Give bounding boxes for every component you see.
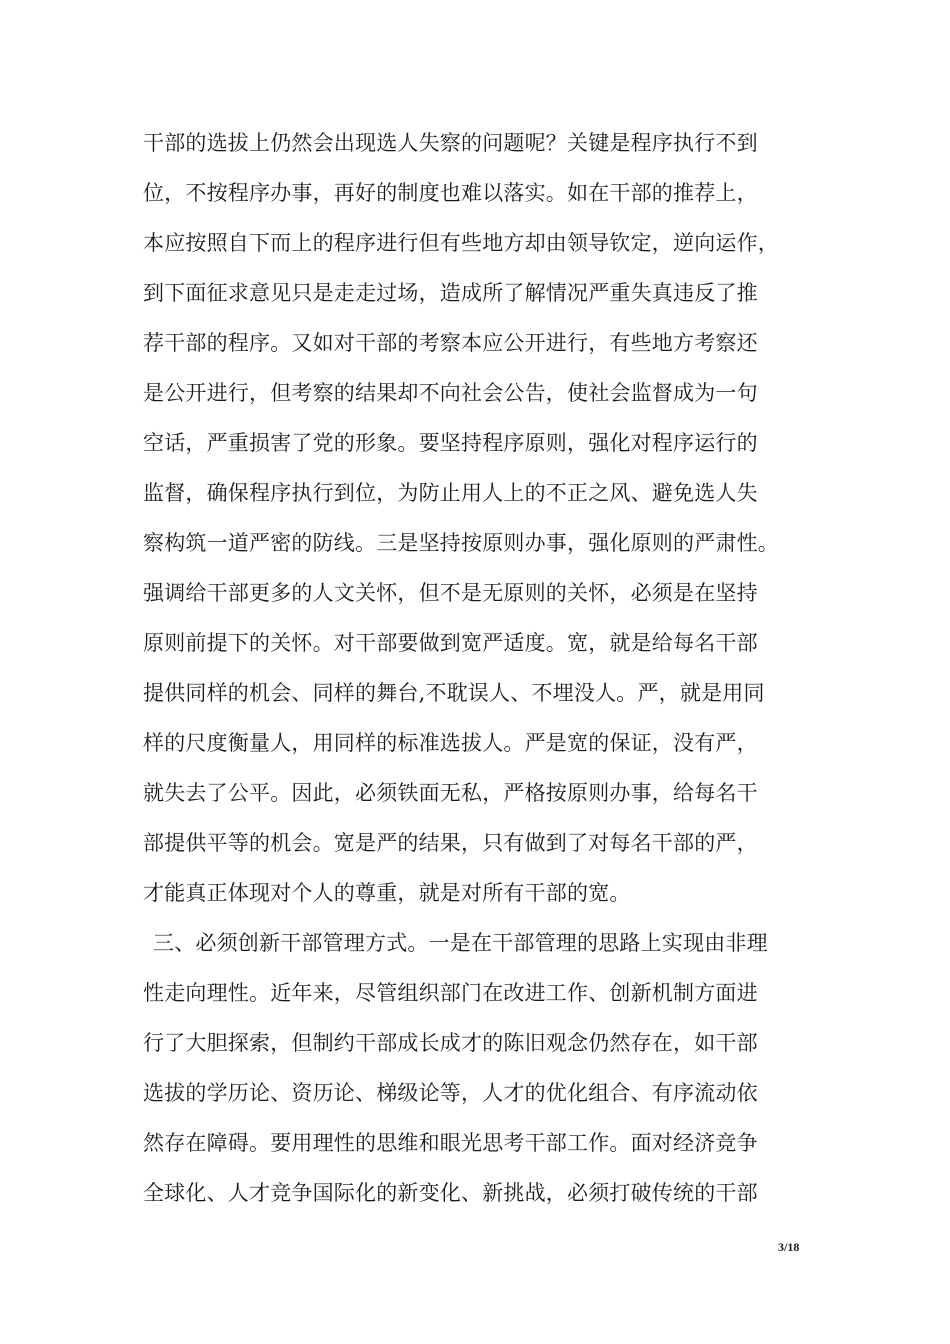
text-line: 到下面征求意见只是走走过场，造成所了解情况严重失真违反了推 xyxy=(143,281,758,305)
text-line: 干部的选拔上仍然会出现选人失察的问题呢？关键是程序执行不到 xyxy=(143,131,758,155)
text-line: 是公开进行，但考察的结果却不向社会公告，使社会监督成为一句 xyxy=(143,381,758,405)
text-line: 提供同样的机会、同样的舞台,不耽误人、不埋没人。严，就是用同 xyxy=(143,681,765,705)
text-line: 部提供平等的机会。宽是严的结果，只有做到了对每名干部的严， xyxy=(143,831,758,855)
text-line: 性走向理性。近年来，尽管组织部门在改进工作、创新机制方面进 xyxy=(143,981,758,1005)
text-line: 就失去了公平。因此，必须铁面无私，严格按原则办事，给每名干 xyxy=(143,781,758,805)
section-heading-line: 三、必须创新干部管理方式。一是在干部管理的思路上实现由非理 xyxy=(153,931,768,955)
text-line: 然存在障碍。要用理性的思维和眼光思考干部工作。面对经济竞争 xyxy=(143,1131,758,1155)
text-line: 行了大胆探索，但制约干部成长成才的陈旧观念仍然存在，如干部 xyxy=(143,1031,758,1055)
text-line: 本应按照自下而上的程序进行但有些地方却由领导钦定，逆向运作， xyxy=(143,231,779,255)
text-line: 荐干部的程序。又如对干部的考察本应公开进行，有些地方考察还 xyxy=(143,331,758,355)
text-line: 才能真正体现对个人的尊重，就是对所有干部的宽。 xyxy=(143,881,631,905)
text-line: 原则前提下的关怀。对干部要做到宽严适度。宽，就是给每名干部 xyxy=(143,631,758,655)
text-line: 察构筑一道严密的防线。三是坚持按原则办事，强化原则的严肃性。 xyxy=(143,531,779,555)
text-line: 位，不按程序办事，再好的制度也难以落实。如在干部的推荐上， xyxy=(143,181,758,205)
page-number: 3/18 xyxy=(778,1240,800,1254)
text-line: 空话，严重损害了党的形象。要坚持程序原则，强化对程序运行的 xyxy=(143,431,758,455)
text-line: 全球化、人才竞争国际化的新变化、新挑战，必须打破传统的干部 xyxy=(143,1181,758,1205)
text-line: 强调给干部更多的人文关怀，但不是无原则的关怀，必须是在坚持 xyxy=(143,581,758,605)
text-line: 监督，确保程序执行到位，为防止用人上的不正之风、避免选人失 xyxy=(143,481,758,505)
text-line: 样的尺度衡量人，用同样的标准选拔人。严是宽的保证，没有严， xyxy=(143,731,758,755)
text-line: 选拔的学历论、资历论、梯级论等，人才的优化组合、有序流动依 xyxy=(143,1081,758,1105)
body-text xyxy=(143,118,843,1218)
